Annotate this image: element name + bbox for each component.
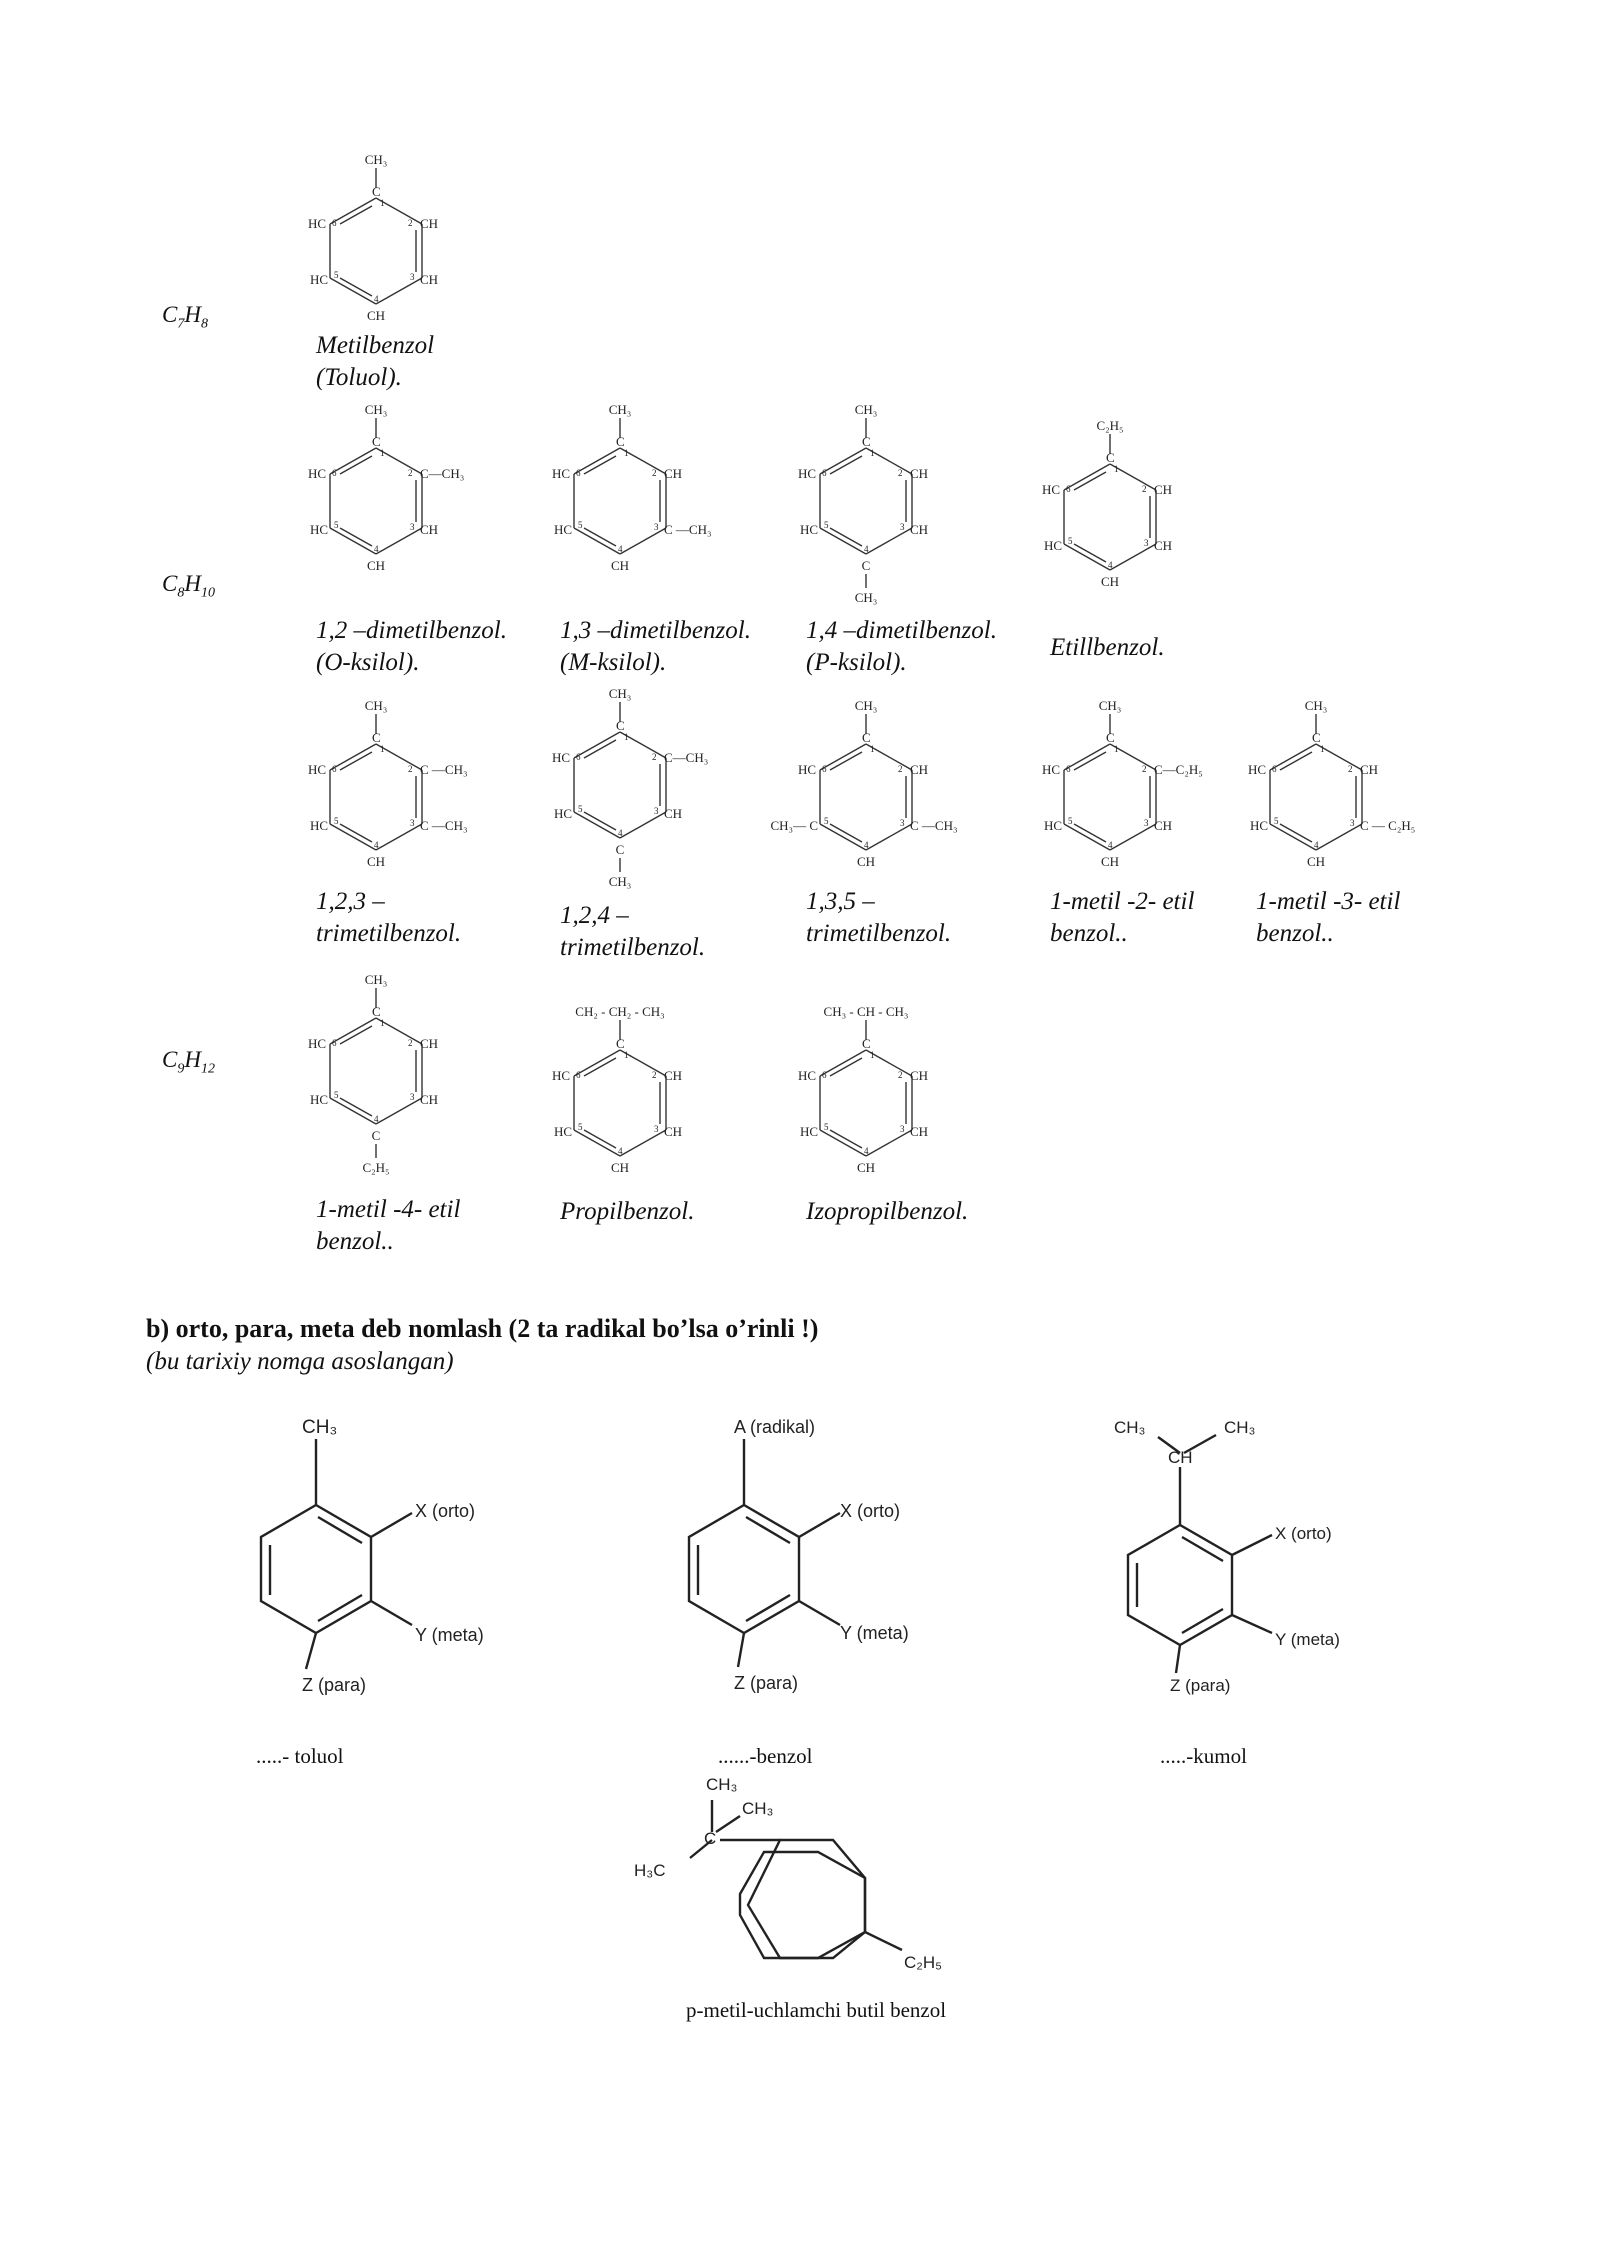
benzol-top-label: A (radikal) <box>734 1417 816 1437</box>
1m2e-pos6-label: HC <box>1041 762 1060 777</box>
toluol-pos3-label: CH <box>420 272 439 287</box>
o-ksilol-pos6-label: HC <box>307 466 326 481</box>
p-ksilol-pos5-label: HC <box>799 522 818 537</box>
p-ksilol-top-group: CH₃ <box>854 402 878 417</box>
kumol-ch-label: CH <box>1168 1448 1193 1467</box>
formula-c9h12: $C_9H_{12}$ <box>162 1047 215 1077</box>
1m4e-num-6: 6 <box>332 1038 337 1048</box>
135-trimetil-name-line2: trimetilbenzol. <box>806 920 952 947</box>
o-ksilol-name-line2: (O-ksilol). <box>316 649 420 676</box>
124-trimetil-num-1: 1 <box>624 732 629 742</box>
124-trimetil-num-3: 3 <box>654 806 659 816</box>
m-ksilol-pos4-label: CH <box>610 558 630 573</box>
benzol-skeleton-structure <box>668 1405 968 1715</box>
1m4e-pos2-label: CH <box>420 1036 439 1051</box>
etilbenzol-num-1: 1 <box>1114 464 1119 474</box>
124-trimetil-pos5-label: HC <box>553 806 572 821</box>
toluol-num-2: 2 <box>408 218 413 228</box>
etilbenzol-num-5: 5 <box>1068 536 1073 546</box>
section-subheading: (bu tarixiy nomga asoslangan) <box>146 1348 454 1375</box>
propilbenzol-num-3: 3 <box>654 1124 659 1134</box>
1m3e-num-4: 4 <box>1314 840 1319 850</box>
kumol-ortho-label: X (orto) <box>1275 1524 1332 1543</box>
1m4e-top-group: CH₃ <box>364 972 388 987</box>
toluol-para-label: Z (para) <box>302 1675 367 1695</box>
1m2e-pos4-label: CH <box>1100 854 1120 869</box>
1m4e-c1-label: C <box>372 1004 381 1019</box>
tbutyl-ch3-right-label: CH₃ <box>742 1799 774 1818</box>
toluol-pos4-label: CH <box>366 308 386 323</box>
izopropilbenzol-num-1: 1 <box>870 1050 875 1060</box>
1m2e-name <box>1050 886 1194 950</box>
135-trimetil-num-1: 1 <box>870 744 875 754</box>
etilbenzol-num-6: 6 <box>1066 484 1071 494</box>
toluol-name-line2: (Toluol). <box>316 364 402 391</box>
m-ksilol-num-2: 2 <box>652 468 657 478</box>
izopropilbenzol-structure <box>796 990 1026 1190</box>
formula-c8h10: $C_8H_{10}$ <box>162 571 215 601</box>
1m4e-pos3-label: CH <box>420 1092 439 1107</box>
1m2e-pos2-label: C—C₂H₅ <box>1154 762 1203 777</box>
p-ksilol-num-4: 4 <box>864 544 869 554</box>
izopropilbenzol-num-3: 3 <box>900 1124 905 1134</box>
1m3e-num-3: 3 <box>1350 818 1355 828</box>
m-ksilol-name-line2: (M-ksilol). <box>560 649 667 676</box>
1m2e-name-line1: 1-metil -2- etil <box>1050 888 1195 915</box>
124-trimetil-num-6: 6 <box>576 752 581 762</box>
etilbenzol-num-3: 3 <box>1144 538 1149 548</box>
135-trimetil-name-line1: 1,3,5 – <box>806 888 875 915</box>
toluol-meta-label: Y (meta) <box>415 1625 484 1645</box>
izopropilbenzol-top-group: CH₃ - CH - CH₃ <box>823 1004 909 1019</box>
1m4e-name-line1: 1-metil -4- etil <box>316 1196 461 1223</box>
propilbenzol-pos5-label: HC <box>553 1124 572 1139</box>
etilbenzol-structure <box>1040 404 1270 604</box>
1m2e-c1-label: C <box>1106 730 1115 745</box>
tbutyl-h3c-label: H₃C <box>634 1861 666 1880</box>
kumol-caption: .....-kumol <box>1160 1744 1247 1768</box>
tbutyl-skeleton-structure <box>620 1770 950 1980</box>
o-ksilol-name-line1: 1,2 –dimetilbenzol. <box>316 617 507 644</box>
1m4e-num-3: 3 <box>410 1092 415 1102</box>
p-ksilol-name-line1: 1,4 –dimetilbenzol. <box>806 617 997 644</box>
123-trimetil-pos2-label: C —CH₃ <box>420 762 468 777</box>
1m3e-num-6: 6 <box>1272 764 1277 774</box>
propilbenzol-num-4: 4 <box>618 1146 623 1156</box>
p-ksilol-name <box>806 615 997 679</box>
toluol-pos2-label: CH <box>420 216 439 231</box>
1m3e-name <box>1256 886 1400 950</box>
1m4e-num-2: 2 <box>408 1038 413 1048</box>
o-ksilol-num-2: 2 <box>408 468 413 478</box>
1m3e-structure <box>1246 684 1476 884</box>
135-trimetil-pos2-label: CH <box>910 762 929 777</box>
section-heading: b) orto, para, meta deb nomlash (2 ta radikal bo’lsa o’rinli !) <box>146 1314 819 1343</box>
1m4e-pos4-label: C <box>371 1128 381 1143</box>
123-trimetil-pos6-label: HC <box>307 762 326 777</box>
m-ksilol-pos3-label: C —CH₃ <box>664 522 712 537</box>
toluol-name-line1: Metilbenzol <box>316 332 435 359</box>
izopropilbenzol-pos3-label: CH <box>910 1124 929 1139</box>
124-trimetil-pos3-label: CH <box>664 806 683 821</box>
toluol-name <box>316 330 434 394</box>
1m2e-pos5-label: HC <box>1043 818 1062 833</box>
135-trimetil-num-2: 2 <box>898 764 903 774</box>
124-trimetil-num-2: 2 <box>652 752 657 762</box>
izopropilbenzol-pos4-label: CH <box>856 1160 876 1175</box>
propilbenzol-pos2-label: CH <box>664 1068 683 1083</box>
o-ksilol-c1-label: C <box>372 434 381 449</box>
135-trimetil-num-3: 3 <box>900 818 905 828</box>
kumol-ch3-left-label: CH₃ <box>1114 1418 1146 1437</box>
propilbenzol-num-1: 1 <box>624 1050 629 1060</box>
izopropilbenzol-num-2: 2 <box>898 1070 903 1080</box>
izopropilbenzol-num-6: 6 <box>822 1070 827 1080</box>
m-ksilol-num-5: 5 <box>578 520 583 530</box>
izopropilbenzol-num-5: 5 <box>824 1122 829 1132</box>
135-trimetil-pos4-label: CH <box>856 854 876 869</box>
1m2e-num-4: 4 <box>1108 840 1113 850</box>
toluol-pos6-label: HC <box>307 216 326 231</box>
o-ksilol-num-5: 5 <box>334 520 339 530</box>
135-trimetil-top-group: CH₃ <box>854 698 878 713</box>
toluol-num-3: 3 <box>410 272 415 282</box>
1m2e-structure <box>1040 684 1270 884</box>
propilbenzol-top-group: CH₂ - CH₂ - CH₃ <box>575 1004 665 1019</box>
p-ksilol-pos2-label: CH <box>910 466 929 481</box>
benzol-ortho-label: X (orto) <box>840 1501 901 1521</box>
p-ksilol-num-1: 1 <box>870 448 875 458</box>
124-trimetil-num-4: 4 <box>618 828 623 838</box>
1m2e-num-3: 3 <box>1144 818 1149 828</box>
propilbenzol-pos6-label: HC <box>551 1068 570 1083</box>
toluol-caption: .....- toluol <box>256 1744 344 1768</box>
etilbenzol-name <box>1050 632 1165 664</box>
1m3e-num-1: 1 <box>1320 744 1325 754</box>
benzol-meta-label: Y (meta) <box>840 1623 909 1643</box>
1m3e-name-line1: 1-metil -3- etil <box>1256 888 1401 915</box>
benzol-para-label: Z (para) <box>734 1673 799 1693</box>
124-trimetil-name <box>560 900 705 964</box>
tbutyl-c-label: C <box>704 1829 717 1848</box>
124-trimetil-name-line2: trimetilbenzol. <box>560 934 706 961</box>
propilbenzol-num-5: 5 <box>578 1122 583 1132</box>
o-ksilol-pos5-label: HC <box>309 522 328 537</box>
tbutyl-caption: p-metil-uchlamchi butil benzol <box>686 1998 947 2022</box>
1m2e-num-2: 2 <box>1142 764 1147 774</box>
135-trimetil-c1-label: C <box>862 730 871 745</box>
izopropilbenzol-name <box>806 1196 968 1228</box>
propilbenzol-pos3-label: CH <box>664 1124 683 1139</box>
m-ksilol-num-1: 1 <box>624 448 629 458</box>
124-trimetil-name-line1: 1,2,4 – <box>560 902 629 929</box>
135-trimetil-num-6: 6 <box>822 764 827 774</box>
1m3e-pos6-label: HC <box>1247 762 1266 777</box>
m-ksilol-structure <box>550 388 780 588</box>
123-trimetil-name <box>316 886 461 950</box>
124-trimetil-pos4-label: C <box>615 842 625 857</box>
123-trimetil-top-group: CH₃ <box>364 698 388 713</box>
135-trimetil-structure <box>770 684 1026 884</box>
formula-c7h8: $C_7H_8$ <box>162 302 208 332</box>
123-trimetil-num-5: 5 <box>334 816 339 826</box>
124-trimetil-top-group: CH₃ <box>608 686 632 701</box>
izopropilbenzol-pos5-label: HC <box>799 1124 818 1139</box>
propilbenzol-c1-label: C <box>616 1036 625 1051</box>
izopropilbenzol-num-4: 4 <box>864 1146 869 1156</box>
p-ksilol-pos6-label: HC <box>797 466 816 481</box>
m-ksilol-top-group: CH₃ <box>608 402 632 417</box>
m-ksilol-num-3: 3 <box>654 522 659 532</box>
toluol-pos5-label: HC <box>309 272 328 287</box>
toluol-top-group: CH₃ <box>364 152 388 167</box>
toluol-structure <box>306 138 536 338</box>
o-ksilol-pos4-label: CH <box>366 558 386 573</box>
izopropilbenzol-pos6-label: HC <box>797 1068 816 1083</box>
1m4e-bottom-group: C₂H₅ <box>362 1160 390 1175</box>
propilbenzol-num-6: 6 <box>576 1070 581 1080</box>
toluol-top-label: CH₃ <box>302 1417 338 1438</box>
123-trimetil-c1-label: C <box>372 730 381 745</box>
124-trimetil-num-5: 5 <box>578 804 583 814</box>
1m3e-pos4-label: CH <box>1306 854 1326 869</box>
1m3e-pos3-label: C — C₂H₅ <box>1360 818 1416 833</box>
o-ksilol-pos2-label: C—CH₃ <box>420 466 465 481</box>
1m4e-name-line2: benzol.. <box>316 1228 394 1255</box>
p-ksilol-num-2: 2 <box>898 468 903 478</box>
etilbenzol-num-4: 4 <box>1108 560 1113 570</box>
1m2e-top-group: CH₃ <box>1098 698 1122 713</box>
135-trimetil-pos5-label: CH₃— C <box>770 818 818 833</box>
124-trimetil-c1-label: C <box>616 718 625 733</box>
kumol-skeleton-structure <box>1100 1405 1400 1715</box>
1m4e-structure <box>306 958 536 1175</box>
kumol-para-label: Z (para) <box>1170 1676 1231 1695</box>
o-ksilol-num-4: 4 <box>374 544 379 554</box>
etilbenzol-pos4-label: CH <box>1100 574 1120 589</box>
1m3e-pos2-label: CH <box>1360 762 1379 777</box>
123-trimetil-num-6: 6 <box>332 764 337 774</box>
m-ksilol-num-6: 6 <box>576 468 581 478</box>
1m3e-c1-label: C <box>1312 730 1321 745</box>
123-trimetil-structure <box>306 684 536 884</box>
135-trimetil-name <box>806 886 951 950</box>
izopropilbenzol-c1-label: C <box>862 1036 871 1051</box>
135-trimetil-pos6-label: HC <box>797 762 816 777</box>
m-ksilol-name-line1: 1,3 –dimetilbenzol. <box>560 617 751 644</box>
propilbenzol-structure <box>550 990 780 1190</box>
m-ksilol-num-4: 4 <box>618 544 623 554</box>
kumol-ch3-right-label: CH₃ <box>1224 1418 1256 1437</box>
toluol-num-6: 6 <box>332 218 337 228</box>
1m2e-num-1: 1 <box>1114 744 1119 754</box>
1m3e-name-line2: benzol.. <box>1256 920 1334 947</box>
p-ksilol-num-3: 3 <box>900 522 905 532</box>
propilbenzol-name-line1: Propilbenzol. <box>560 1198 695 1225</box>
123-trimetil-name-line1: 1,2,3 – <box>316 888 385 915</box>
1m3e-pos5-label: HC <box>1249 818 1268 833</box>
123-trimetil-pos3-label: C —CH₃ <box>420 818 468 833</box>
o-ksilol-num-3: 3 <box>410 522 415 532</box>
kumol-meta-label: Y (meta) <box>1275 1630 1340 1649</box>
etilbenzol-pos2-label: CH <box>1154 482 1173 497</box>
toluol-ortho-label: X (orto) <box>415 1501 476 1521</box>
tbutyl-c2h5-label: C₂H₅ <box>904 1953 943 1972</box>
1m4e-num-1: 1 <box>380 1018 385 1028</box>
m-ksilol-pos6-label: HC <box>551 466 570 481</box>
124-trimetil-structure <box>550 672 780 889</box>
135-trimetil-pos3-label: C —CH₃ <box>910 818 958 833</box>
izopropilbenzol-name-line1: Izopropilbenzol. <box>806 1198 969 1225</box>
etilbenzol-name-line1: Etillbenzol. <box>1050 634 1165 661</box>
p-ksilol-name-line2: (P-ksilol). <box>806 649 907 676</box>
p-ksilol-num-6: 6 <box>822 468 827 478</box>
1m4e-pos5-label: HC <box>309 1092 328 1107</box>
toluol-c1-label: C <box>372 184 381 199</box>
o-ksilol-top-group: CH₃ <box>364 402 388 417</box>
124-trimetil-bottom-group: CH₃ <box>608 874 632 889</box>
1m3e-top-group: CH₃ <box>1304 698 1328 713</box>
m-ksilol-name <box>560 615 751 679</box>
etilbenzol-c1-label: C <box>1106 450 1115 465</box>
1m2e-num-6: 6 <box>1066 764 1071 774</box>
propilbenzol-num-2: 2 <box>652 1070 657 1080</box>
p-ksilol-pos3-label: CH <box>910 522 929 537</box>
toluol-num-1: 1 <box>380 198 385 208</box>
123-trimetil-pos5-label: HC <box>309 818 328 833</box>
etilbenzol-pos3-label: CH <box>1154 538 1173 553</box>
1m4e-name <box>316 1194 460 1258</box>
123-trimetil-name-line2: trimetilbenzol. <box>316 920 462 947</box>
1m2e-num-5: 5 <box>1068 816 1073 826</box>
o-ksilol-structure <box>306 388 536 588</box>
m-ksilol-c1-label: C <box>616 434 625 449</box>
123-trimetil-pos4-label: CH <box>366 854 386 869</box>
m-ksilol-pos5-label: HC <box>553 522 572 537</box>
p-ksilol-c1-label: C <box>862 434 871 449</box>
o-ksilol-name <box>316 615 507 679</box>
o-ksilol-num-1: 1 <box>380 448 385 458</box>
benzol-caption: ......-benzol <box>718 1744 813 1768</box>
izopropilbenzol-pos2-label: CH <box>910 1068 929 1083</box>
124-trimetil-pos2-label: C—CH₃ <box>664 750 709 765</box>
135-trimetil-num-4: 4 <box>864 840 869 850</box>
135-trimetil-num-5: 5 <box>824 816 829 826</box>
1m4e-num-4: 4 <box>374 1114 379 1124</box>
1m2e-name-line2: benzol.. <box>1050 920 1128 947</box>
m-ksilol-pos2-label: CH <box>664 466 683 481</box>
o-ksilol-num-6: 6 <box>332 468 337 478</box>
1m4e-pos6-label: HC <box>307 1036 326 1051</box>
p-ksilol-bottom-group: CH₃ <box>854 590 878 605</box>
p-ksilol-structure <box>796 388 1026 605</box>
toluol-num-5: 5 <box>334 270 339 280</box>
tbutyl-ch3-top-label: CH₃ <box>706 1775 738 1794</box>
etilbenzol-pos6-label: HC <box>1041 482 1060 497</box>
1m4e-num-5: 5 <box>334 1090 339 1100</box>
1m2e-pos3-label: CH <box>1154 818 1173 833</box>
toluol-num-4: 4 <box>374 294 379 304</box>
p-ksilol-num-5: 5 <box>824 520 829 530</box>
toluol-skeleton-structure <box>240 1405 540 1715</box>
1m3e-num-5: 5 <box>1274 816 1279 826</box>
123-trimetil-num-4: 4 <box>374 840 379 850</box>
o-ksilol-pos3-label: CH <box>420 522 439 537</box>
propilbenzol-pos4-label: CH <box>610 1160 630 1175</box>
p-ksilol-pos4-label: C <box>861 558 871 573</box>
124-trimetil-pos6-label: HC <box>551 750 570 765</box>
etilbenzol-top-group: C₂H₅ <box>1096 418 1124 433</box>
123-trimetil-num-3: 3 <box>410 818 415 828</box>
123-trimetil-num-2: 2 <box>408 764 413 774</box>
1m3e-num-2: 2 <box>1348 764 1353 774</box>
etilbenzol-num-2: 2 <box>1142 484 1147 494</box>
etilbenzol-pos5-label: HC <box>1043 538 1062 553</box>
propilbenzol-name <box>560 1196 695 1228</box>
123-trimetil-num-1: 1 <box>380 744 385 754</box>
